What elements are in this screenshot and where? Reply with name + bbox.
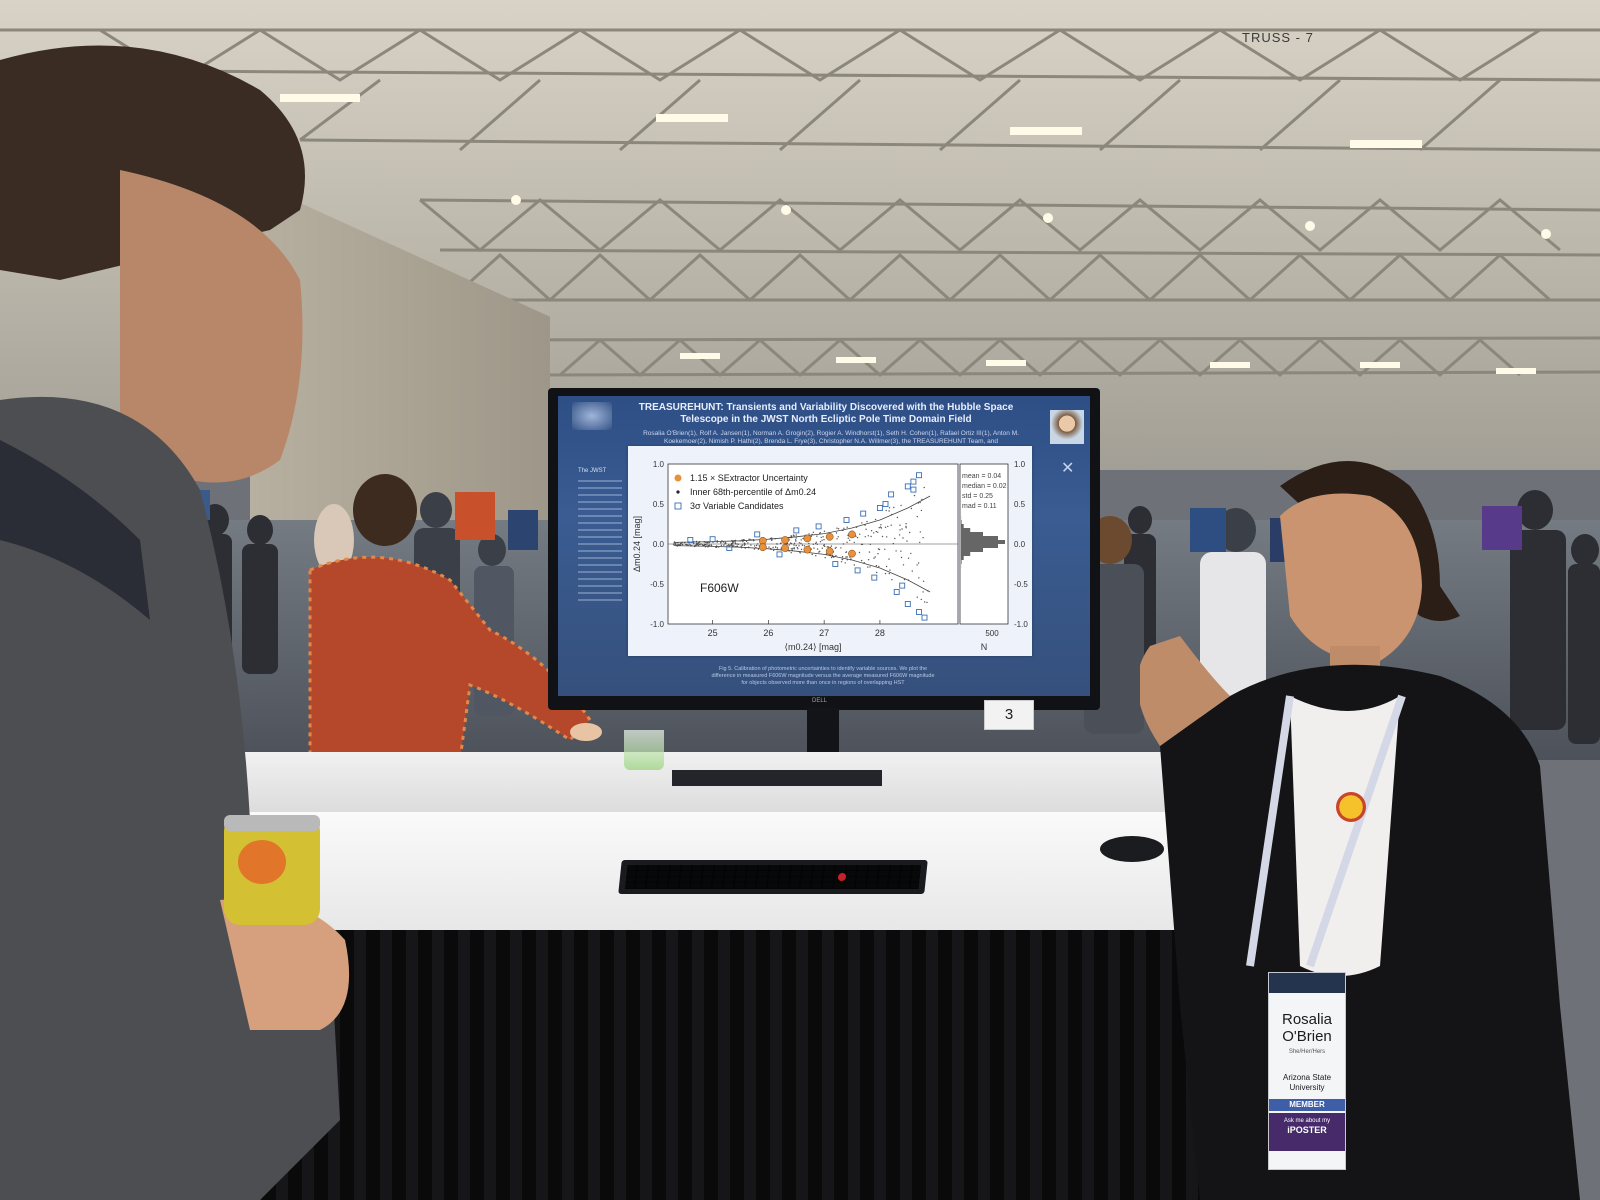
scatter-point [744, 545, 745, 546]
scatter-point [877, 532, 878, 533]
y-tick-label: 0.0 [652, 540, 664, 549]
scatter-point [899, 534, 900, 535]
scatter-point [725, 542, 726, 543]
scatter-point [882, 536, 883, 537]
scatter-point [804, 545, 805, 546]
scatter-point [721, 545, 722, 546]
histogram-bar [961, 556, 964, 560]
scatter-point [921, 599, 922, 600]
scatter-point [891, 525, 892, 526]
uncertainty-point [759, 544, 766, 551]
scatter-point [821, 537, 822, 538]
legend-label: 3σ Variable Candidates [690, 501, 784, 511]
scatter-point [827, 546, 828, 547]
scatter-point [793, 544, 794, 545]
scatter-point [906, 540, 907, 541]
scatter-point [878, 566, 879, 567]
scatter-point [815, 555, 816, 556]
section-heading: The JWST [578, 468, 607, 474]
plastic-cup [624, 730, 664, 770]
scatter-point [868, 559, 869, 560]
uncertainty-point [848, 531, 855, 538]
monitor-screen[interactable] [558, 396, 1090, 696]
scatter-point [811, 536, 812, 537]
poster-side-text [578, 468, 622, 668]
scatter-point [854, 542, 855, 543]
variability-chart [628, 446, 1032, 656]
uncertainty-point [804, 546, 811, 553]
scatter-point [808, 533, 809, 534]
x-tick-label: 27 [819, 628, 830, 638]
scatter-point [794, 547, 795, 548]
scatter-point [824, 544, 825, 545]
histogram-bar [961, 548, 983, 552]
scatter-point [720, 542, 721, 543]
scatter-point [733, 545, 734, 546]
scatter-point [868, 535, 869, 536]
scatter-point [910, 553, 911, 554]
scatter-point [792, 548, 793, 549]
scatter-point [801, 539, 802, 540]
scatter-point [820, 532, 821, 533]
scatter-point [706, 542, 707, 543]
scatter-point [909, 532, 910, 533]
scatter-point [825, 557, 826, 558]
scatter-point [843, 528, 844, 529]
scatter-point [897, 517, 898, 518]
x-tick-label: 25 [707, 628, 718, 638]
scatter-point [746, 541, 747, 542]
scatter-point [802, 545, 803, 546]
uncertainty-point [848, 550, 855, 557]
histogram-bar [961, 520, 962, 524]
presenter-photo [1050, 410, 1084, 444]
histogram-bar [961, 536, 998, 540]
scatter-point [859, 534, 860, 535]
scatter-point [838, 528, 839, 529]
legend-label: Inner 68th-percentile of Δm0.24 [690, 487, 817, 497]
scatter-point [876, 531, 877, 532]
poster-title: TREASUREHUNT: Transients and Variability Discovered with the Hubble Space Telescope in the JWST North Ecliptic Pole Time Domain Field [638, 402, 1014, 425]
scatter-point [775, 547, 776, 548]
badge-ask-topic: iPOSTER [1287, 1125, 1327, 1135]
scatter-point [841, 561, 842, 562]
scatter-point [923, 581, 924, 582]
scatter-point [813, 547, 814, 548]
scatter-point [926, 602, 927, 603]
scatter-point [723, 545, 724, 546]
badge-header [1269, 973, 1345, 993]
scatter-point [893, 507, 894, 508]
scatter-point [789, 544, 790, 545]
scatter-point [816, 536, 817, 537]
badge-first-name: Rosalia [1281, 1011, 1333, 1028]
scatter-point [905, 527, 906, 528]
uncertainty-point [804, 535, 811, 542]
scatter-point [921, 510, 922, 511]
x-axis-label: ⟨m0.24⟩ [mag] [784, 642, 842, 652]
scatter-point [777, 547, 778, 548]
uncertainty-point [826, 533, 833, 540]
scatter-point [876, 565, 877, 566]
y-tick-label: -0.5 [650, 580, 664, 589]
scatter-point [735, 542, 736, 543]
plot-panel [628, 446, 1032, 656]
scatter-point [742, 541, 743, 542]
scatter-point [894, 538, 895, 539]
back-keyboard [672, 770, 882, 786]
scatter-point [773, 550, 774, 551]
attendee-left-man [0, 20, 380, 1200]
uncertainty-point [782, 544, 789, 551]
figure-caption: Fig 5. Calibration of photometric uncertainties to identify variable sources. We plot the difference in measured F606W magnitude versus the average measured F606W magnitude for objects observed more than once in regions of overlapping HST [711, 666, 935, 686]
scatter-point [908, 558, 909, 559]
stat-label: mean = 0.04 [962, 473, 1002, 480]
scatter-point [799, 542, 800, 543]
y-tick-label: -1.0 [650, 620, 664, 629]
scatter-point [861, 522, 862, 523]
histogram-bar [961, 552, 970, 556]
scatter-point [917, 516, 918, 517]
scatter-point [920, 531, 921, 532]
scatter-point [878, 548, 879, 549]
scatter-point [914, 495, 915, 496]
scatter-point [924, 487, 925, 488]
scatter-point [888, 558, 889, 559]
hist-y-tick-label: 1.0 [1014, 460, 1026, 469]
scatter-point [901, 557, 902, 558]
scatter-point [899, 529, 900, 530]
scatter-point [903, 564, 904, 565]
scatter-point [822, 548, 823, 549]
hist-y-tick-label: 0.5 [1014, 500, 1026, 509]
scatter-point [702, 544, 703, 545]
scatter-point [888, 510, 889, 511]
scatter-point [797, 547, 798, 548]
scatter-point [889, 569, 890, 570]
uncertainty-point [782, 536, 789, 543]
scatter-point [919, 542, 920, 543]
scatter-point [916, 564, 917, 565]
scatter-point [836, 528, 837, 529]
scatter-point [818, 551, 819, 552]
scatter-point [842, 556, 843, 557]
y-tick-label: 1.0 [652, 460, 664, 469]
x-tick-label: 28 [874, 628, 885, 638]
scatter-point [891, 579, 892, 580]
scatter-point [817, 548, 818, 549]
hist-xlabel: N [980, 642, 988, 652]
badge-org-line2: University [1289, 1083, 1325, 1092]
keyboard[interactable] [618, 860, 928, 894]
scatter-point [820, 541, 821, 542]
scatter-point [880, 526, 881, 527]
scatter-point [747, 542, 748, 543]
scatter-point [842, 559, 843, 560]
monitor-brand: DELL [812, 698, 828, 704]
scatter-point [865, 536, 866, 537]
scatter-point [885, 527, 886, 528]
scatter-point [918, 577, 919, 578]
scatter-point [824, 531, 825, 532]
scatter-point [886, 566, 887, 567]
presenter [1140, 446, 1600, 1200]
stat-label: mad = 0.11 [962, 503, 997, 510]
truss-label: TRUSS - 7 [1242, 30, 1314, 45]
poster-authors: Rosalia O'Brien(1), Rolf A. Jansen(1), Norman A. Grogin(2), Rogier A. Windhorst(1), Seth H. Cohen(1), Rafael Ortiz III(1), Anton M. Koekemoer(2), Nimish P. Hathi(2), Brenda L. Frye(3), Christopher N.A. Willmer(3), the TREASUREHUNT Team, and [643, 430, 1019, 445]
uncertainty-point [826, 548, 833, 555]
scatter-point [822, 536, 823, 537]
histogram-bar [961, 524, 964, 528]
scatter-point [795, 540, 796, 541]
scatter-point [798, 545, 799, 546]
x-tick-label: 26 [763, 628, 774, 638]
scatter-point [771, 540, 772, 541]
scatter-point [831, 545, 832, 546]
badge-org-line1: Arizona State [1282, 1073, 1332, 1082]
hist-tick-label: 500 [985, 629, 999, 638]
scatter-point [911, 508, 912, 509]
scatter-point [900, 505, 901, 506]
scatter-point [768, 546, 769, 547]
name-badge [1268, 972, 1346, 1170]
hist-y-tick-label: -0.5 [1014, 580, 1028, 589]
scatter-point [857, 537, 858, 538]
scatter-point [867, 566, 868, 567]
scatter-point [859, 552, 860, 553]
scatter-point [889, 507, 890, 508]
scatter-point [875, 519, 876, 520]
scatter-point [917, 597, 918, 598]
scatter-point [880, 524, 881, 525]
stat-label: std = 0.25 [962, 493, 993, 500]
scatter-point [879, 527, 880, 528]
scatter-point [889, 573, 890, 574]
scatter-point [846, 542, 847, 543]
scatter-point [801, 549, 802, 550]
scatter-point [871, 530, 872, 531]
scatter-point [835, 547, 836, 548]
scatter-point [793, 535, 794, 536]
scatter-point [924, 601, 925, 602]
scatter-point [877, 553, 878, 554]
scatter-point [902, 537, 903, 538]
y-axis-label: Δm0.24 [mag] [632, 515, 642, 573]
scatter-point [791, 548, 792, 549]
scatter-point [873, 558, 874, 559]
monitor [548, 388, 1100, 710]
scatter-point [823, 539, 824, 540]
scatter-point [821, 540, 822, 541]
badge-member: MEMBER [1269, 1099, 1345, 1111]
scatter-point [748, 539, 749, 540]
keyboard-keys [625, 865, 922, 889]
scatter-point [845, 562, 846, 563]
badge-ask-line: Ask me about my [1283, 1118, 1331, 1124]
scatter-point [846, 551, 847, 552]
legend-label: 1.15 × SExtractor Uncertainty [690, 473, 808, 483]
scatter-point [885, 573, 886, 574]
scatter-point [791, 552, 792, 553]
scatter-point [865, 529, 866, 530]
scatter-point [840, 547, 841, 548]
scatter-point [795, 539, 796, 540]
scatter-point [836, 532, 837, 533]
scatter-point [797, 548, 798, 549]
histogram-bar [961, 544, 998, 548]
filter-label: F606W [700, 581, 739, 595]
scatter-point [698, 544, 699, 545]
stat-label: median = 0.02 [962, 483, 1007, 490]
scatter-point [849, 540, 850, 541]
histogram-bar [961, 560, 962, 564]
scatter-point [845, 556, 846, 557]
scatter-point [870, 536, 871, 537]
scatter-point [901, 528, 902, 529]
histogram-bar [961, 528, 970, 532]
histogram-bar [961, 540, 1005, 544]
scatter-point [869, 566, 870, 567]
scatter-point [796, 545, 797, 546]
scatter-point [750, 544, 751, 545]
uncertainty-point [759, 537, 766, 544]
scatter-point [869, 551, 870, 552]
scatter-point [831, 557, 832, 558]
scatter-point [918, 562, 919, 563]
scatter-point [912, 570, 913, 571]
badge-ask [1269, 1113, 1345, 1151]
legend-marker-uncertainty [675, 475, 682, 482]
badge-last-name: O'Brien [1282, 1028, 1332, 1045]
scatter-point [884, 549, 885, 550]
scatter-point [796, 534, 797, 535]
pin-button [1336, 792, 1366, 822]
scatter-point [847, 556, 848, 557]
scatter-point [754, 545, 755, 546]
scatter-point [848, 538, 849, 539]
scatter-point [742, 545, 743, 546]
scatter-point [900, 551, 901, 552]
booth-number: 3 [984, 700, 1034, 730]
scatter-point [836, 538, 837, 539]
treasurehunt-logo [572, 402, 612, 430]
hist-y-tick-label: 0.0 [1014, 540, 1026, 549]
scatter-point [816, 542, 817, 543]
hist-y-tick-label: -1.0 [1014, 620, 1028, 629]
scatter-point [861, 560, 862, 561]
scatter-point [905, 523, 906, 524]
scatter-point [899, 525, 900, 526]
badge-pronouns: She/Her/Hers [1288, 1049, 1326, 1055]
scatter-point [922, 537, 923, 538]
scatter-point [887, 526, 888, 527]
scatter-point [905, 526, 906, 527]
scatter-point [813, 532, 814, 533]
close-icon[interactable]: ✕ [1061, 460, 1075, 477]
scatter-point [772, 547, 773, 548]
scatter-point [756, 545, 757, 546]
legend-marker-percentile [676, 490, 679, 493]
scatter-point [758, 549, 759, 550]
scatter-point [854, 564, 855, 565]
scatter-point [873, 532, 874, 533]
scatter-point [866, 521, 867, 522]
y-tick-label: 0.5 [652, 500, 664, 509]
scatter-point [812, 554, 813, 555]
scatter-point [847, 527, 848, 528]
scatter-point [875, 556, 876, 557]
scatter-point [706, 544, 707, 545]
scatter-point [838, 536, 839, 537]
scatter-point [754, 548, 755, 549]
scatter-point [835, 555, 836, 556]
scatter-point [895, 550, 896, 551]
histogram-bar [961, 532, 983, 536]
scatter-point [886, 510, 887, 511]
scatter-point [876, 572, 877, 573]
scatter-point [922, 591, 923, 592]
scatter-point [741, 546, 742, 547]
scatter-point [796, 537, 797, 538]
scatter-point [886, 536, 887, 537]
